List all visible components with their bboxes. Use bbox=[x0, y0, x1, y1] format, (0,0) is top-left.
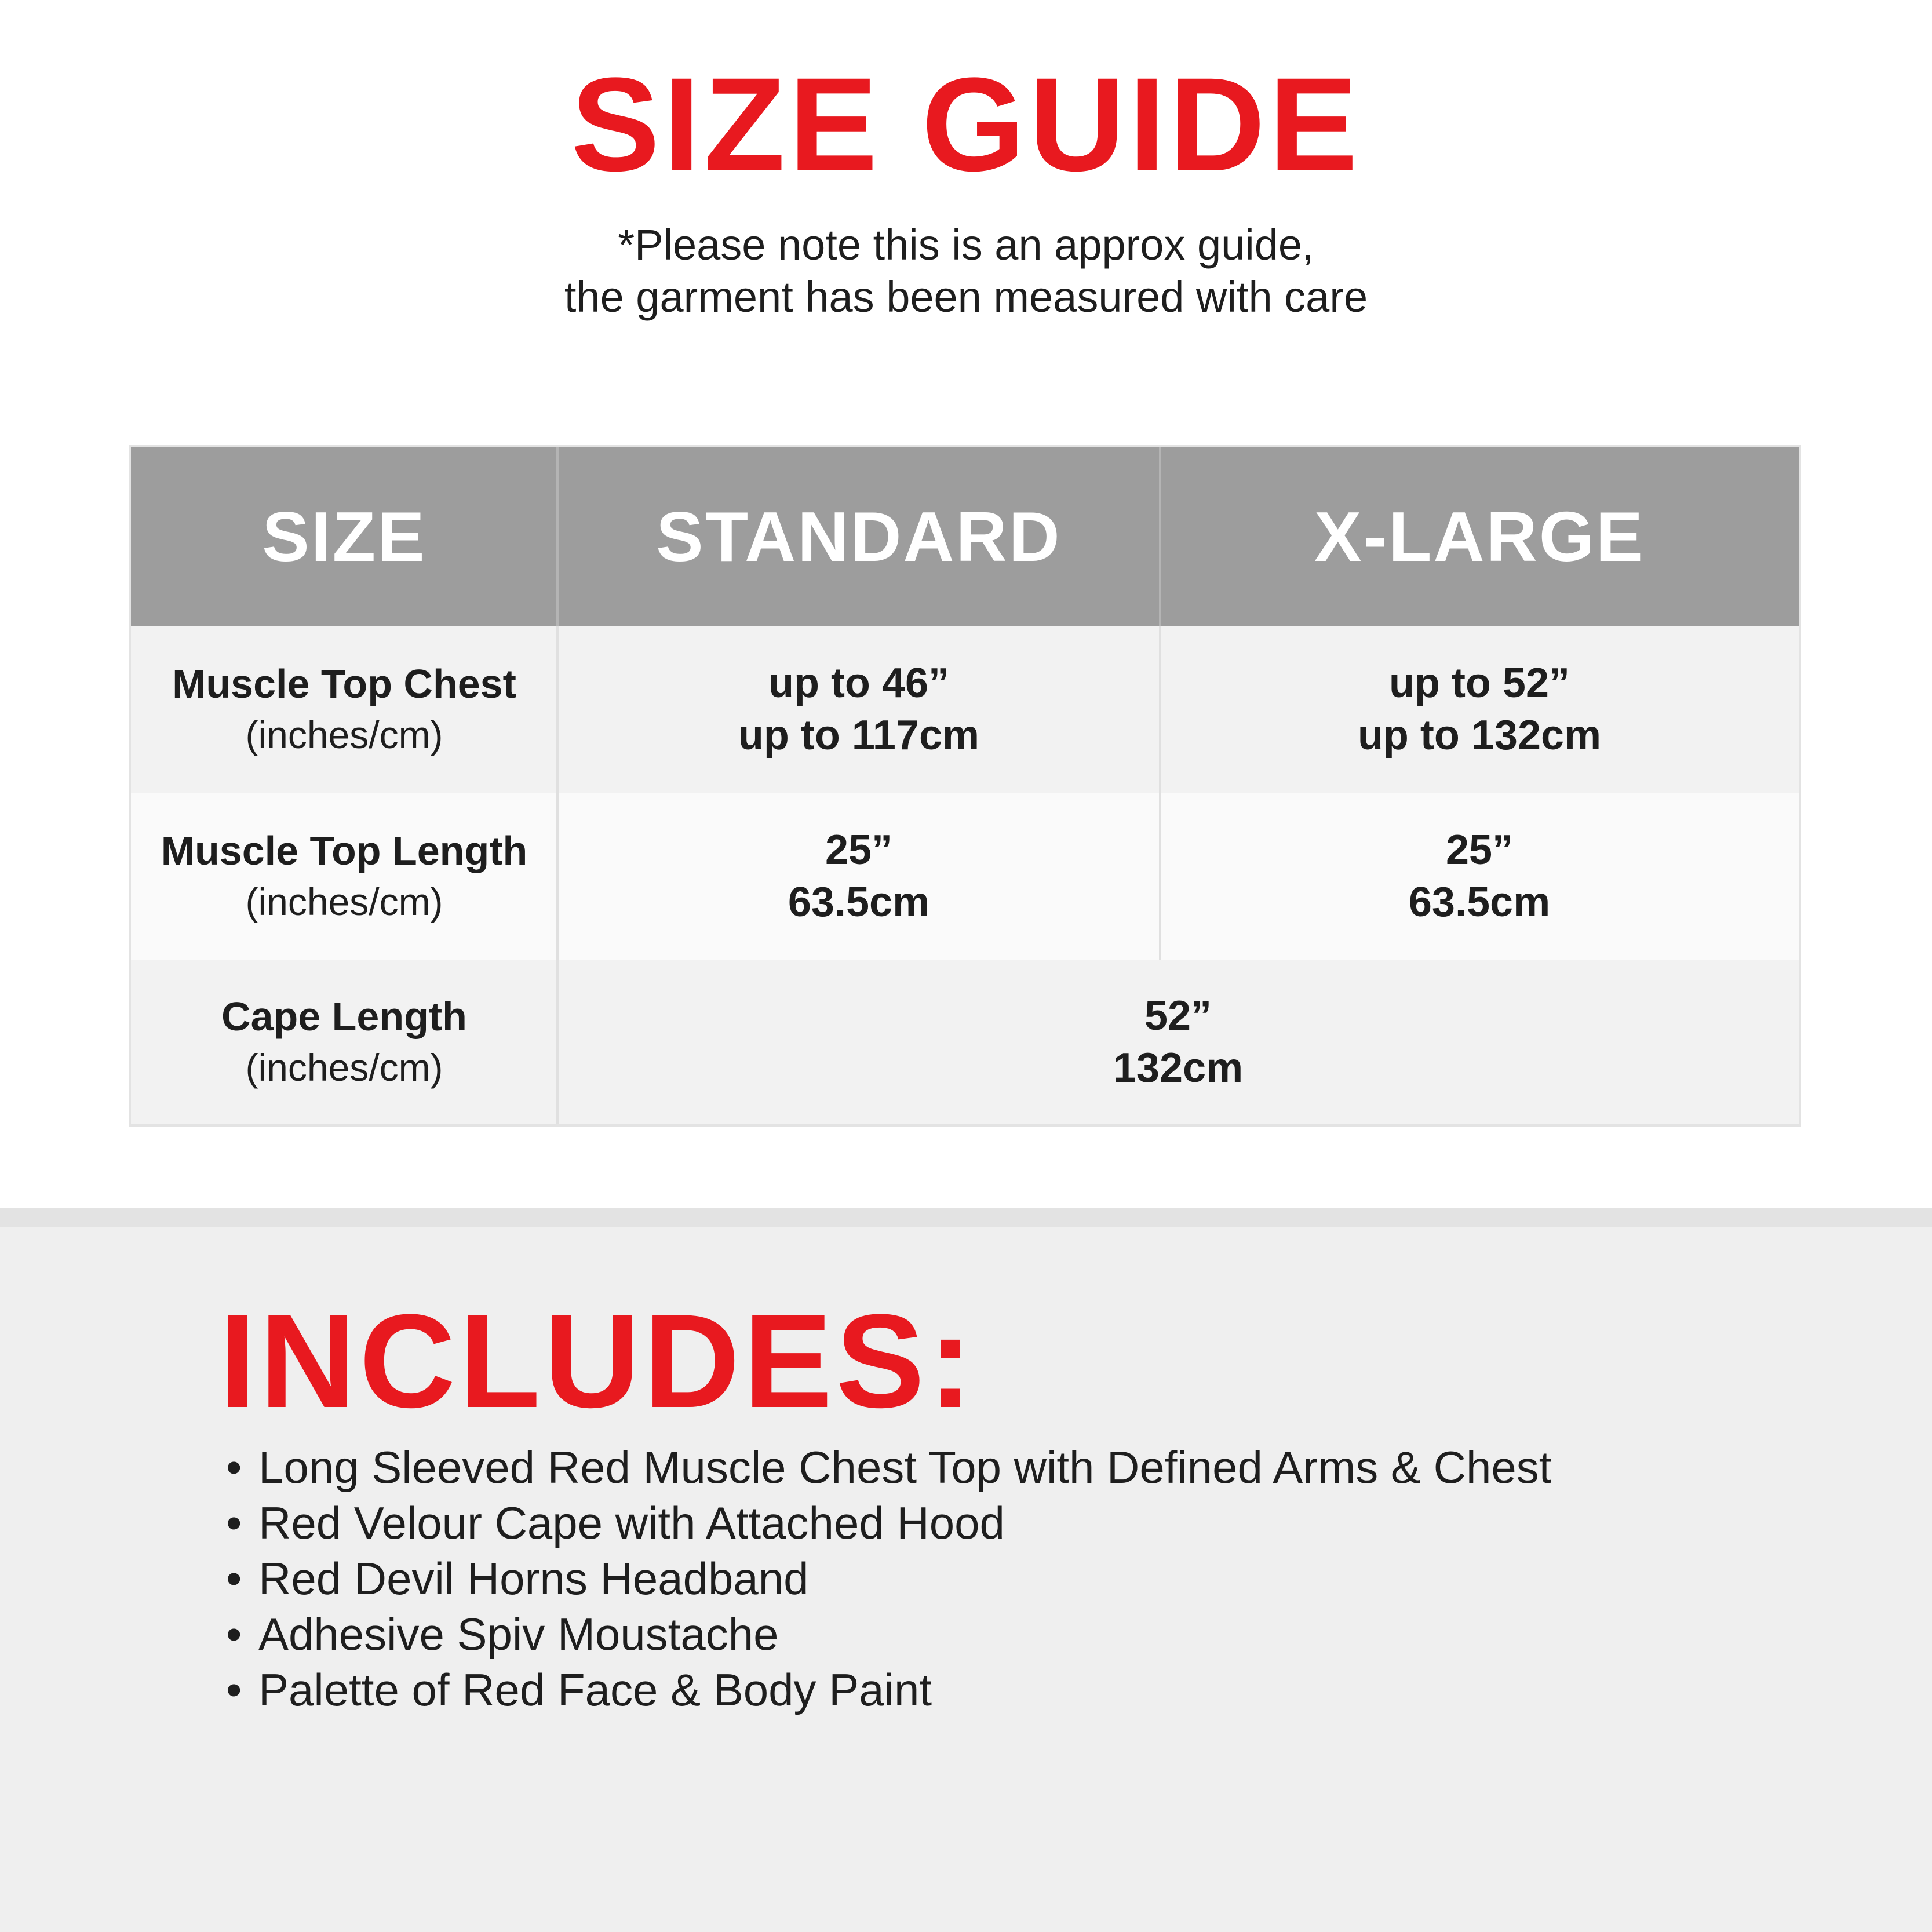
column-divider bbox=[556, 626, 559, 1124]
row-unit-text: (inches/cm) bbox=[245, 713, 443, 756]
bullet-icon: • bbox=[226, 1553, 242, 1604]
list-item bbox=[226, 1495, 1551, 1551]
value-inches: 25” bbox=[1445, 827, 1514, 873]
column-header-standard: STANDARD bbox=[557, 447, 1160, 626]
header-divider bbox=[1159, 447, 1161, 626]
bullet-icon: • bbox=[226, 1664, 242, 1715]
cell-length-standard bbox=[557, 793, 1160, 960]
value-inches: up to 52” bbox=[1388, 660, 1570, 706]
measurement-note bbox=[0, 219, 1932, 323]
value-cm: 63.5cm bbox=[1408, 879, 1551, 925]
section-divider bbox=[0, 1208, 1932, 1227]
list-item bbox=[226, 1606, 1551, 1662]
list-item-text: Red Velour Cape with Attached Hood bbox=[258, 1497, 1005, 1548]
cell-length-xlarge bbox=[1160, 793, 1799, 960]
list-item bbox=[226, 1551, 1551, 1606]
note-line-1: *Please note this is an approx guide, bbox=[618, 221, 1314, 269]
value-inches: 52” bbox=[1144, 993, 1212, 1039]
bullet-icon: • bbox=[226, 1442, 242, 1493]
value-cm: up to 132cm bbox=[1357, 712, 1602, 759]
row-label-chest bbox=[131, 626, 557, 793]
row-label-text: Muscle Top Length bbox=[161, 828, 528, 873]
row-label-length bbox=[131, 793, 557, 960]
includes-list bbox=[226, 1439, 1551, 1718]
bullet-icon: • bbox=[226, 1609, 242, 1660]
note-line-2: the garment has been measured with care bbox=[564, 273, 1368, 321]
value-cm: 132cm bbox=[1113, 1045, 1244, 1091]
list-item bbox=[226, 1662, 1551, 1718]
cell-chest-xlarge bbox=[1160, 626, 1799, 793]
value-cm: up to 117cm bbox=[738, 712, 980, 759]
value-inches: 25” bbox=[825, 827, 893, 873]
column-header-size: SIZE bbox=[131, 447, 557, 626]
row-unit-text: (inches/cm) bbox=[245, 880, 443, 923]
bullet-icon: • bbox=[226, 1497, 242, 1548]
value-cm: 63.5cm bbox=[788, 879, 930, 925]
cell-cape-combined bbox=[557, 960, 1799, 1124]
row-label-text: Cape Length bbox=[221, 994, 467, 1039]
list-item bbox=[226, 1439, 1551, 1495]
header-divider bbox=[556, 447, 559, 626]
page-title: SIZE GUIDE bbox=[571, 50, 1361, 199]
includes-title: INCLUDES: bbox=[219, 1286, 976, 1435]
list-item-text: Red Devil Horns Headband bbox=[258, 1553, 809, 1604]
list-item-text: Palette of Red Face & Body Paint bbox=[258, 1664, 932, 1715]
column-divider bbox=[1159, 626, 1161, 960]
list-item-text: Long Sleeved Red Muscle Chest Top with Defined Arms & Chest bbox=[258, 1442, 1552, 1493]
size-table bbox=[129, 445, 1801, 1127]
row-label-cape bbox=[131, 960, 557, 1124]
row-label-text: Muscle Top Chest bbox=[172, 661, 516, 706]
includes-section bbox=[0, 1208, 1932, 1932]
cell-chest-standard bbox=[557, 626, 1160, 793]
list-item-text: Adhesive Spiv Moustache bbox=[258, 1609, 779, 1660]
column-header-xlarge: X-LARGE bbox=[1160, 447, 1799, 626]
value-inches: up to 46” bbox=[768, 660, 949, 706]
row-unit-text: (inches/cm) bbox=[245, 1046, 443, 1089]
